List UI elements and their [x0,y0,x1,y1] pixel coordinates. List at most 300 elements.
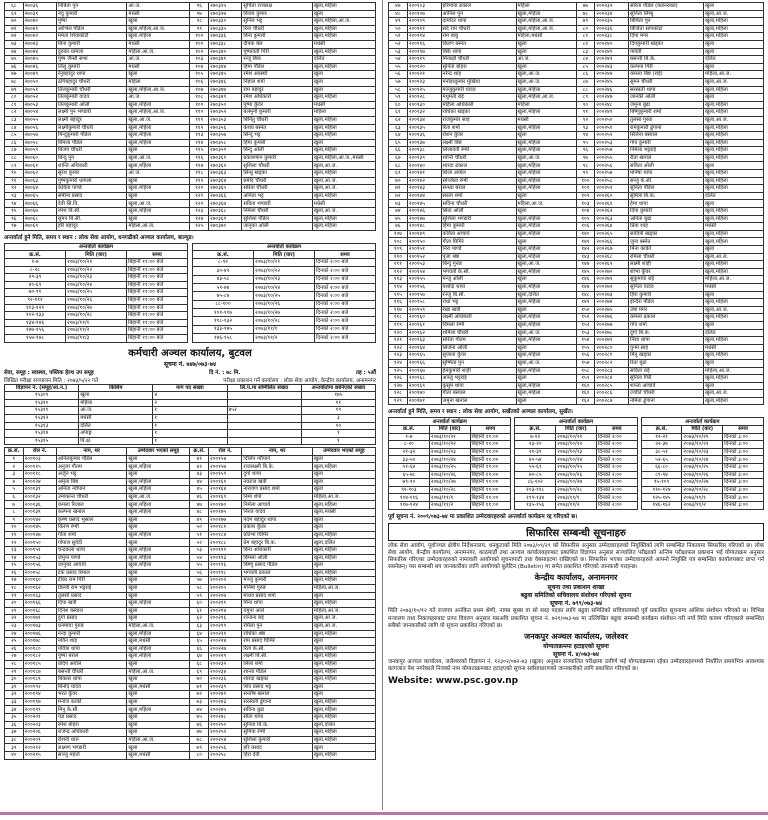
table-row [5,569,376,577]
table-cell: अनिता भट्ट [242,192,312,200]
table-cell: दामोदर थापा [441,18,516,26]
table-cell: २००२५६ [209,744,242,752]
table-cell: बिहानी ११:०० बजे [127,281,188,289]
table-cell: १२१ [190,192,209,200]
table-cell: ७१ [389,185,408,193]
table-cell: दिनको २:०० बजे [315,284,376,292]
table-cell: २००२३५ [595,18,629,26]
table-row [389,352,764,360]
table-cell: १०८ [389,238,408,246]
table-cell: मधेसी [127,40,190,48]
table-cell: बिष्णु प्रसाद पौडेल [242,562,312,570]
janakpur-office-subtitle: योग्यताक्रममा हटाइएको सूचना [543,643,609,651]
table-cell: १-७ [5,259,66,267]
table-cell: खुला [312,478,375,486]
table-cell: खुला,महिला [704,33,764,41]
table-cell: भरत कुँवर [56,691,126,699]
table-cell: १०६ [190,78,209,86]
table-cell: खुला,महिला [127,478,190,486]
table-cell: २००११४ [407,33,441,41]
table-cell: १ [301,430,375,438]
table-cell: बिन्दु गुरुङ [441,261,516,269]
table-row [5,729,376,737]
table-cell: राम बहादुर [242,86,312,94]
table-row [389,132,764,140]
table-cell: खुला,महिला [127,645,190,653]
table-cell: २००२६१ [595,200,629,208]
table-cell: खुला,आ.ज. [704,78,764,86]
table-cell: खुला [312,86,375,94]
janakpur-office-title: जनकपुर अञ्चल कार्यालय, जलेश्वर [524,632,628,642]
table-cell: खुला [704,359,764,367]
table-cell: १०० [576,177,595,185]
table-cell: ७४ [389,208,408,216]
table-cell: खुला,महिला [516,139,576,147]
table-cell: दिनेश बस्याल [56,607,126,615]
interview-row [389,433,511,441]
table-cell: २७०४४ [23,48,56,56]
table-cell: ६७ [190,653,209,661]
table-cell: २७०३९ [23,10,56,18]
table-cell: २००२७९ [595,337,629,345]
table-row [5,501,376,509]
table-cell: दिनको २:०० [596,464,637,472]
table-cell: खुला,महिला [127,185,190,193]
table-cell: २७०३५२ [209,109,242,117]
table-cell: २००१८२ [23,653,56,661]
column-header: क्र.सं. [641,426,682,434]
table-cell: २७०३६५ [209,185,242,193]
table-cell: २६ [5,645,24,653]
table-cell: सिर्जना ओली [441,344,516,352]
table-cell: राजकुमार साह [441,116,516,124]
table-cell: कविता पाण्डे [56,185,126,193]
table-cell: मधेसी [79,414,153,422]
table-row [389,306,764,314]
table-cell: खुला,महिला [516,390,576,398]
table-cell: ६३ [389,124,408,132]
column-header: उम्मेदवार भएको समूह [127,448,190,456]
table-cell: २००१८८ [209,539,242,547]
interview-table-r-a [388,417,511,509]
table-cell: ६१ [389,109,408,117]
table-cell: बिहानी ११:०० बजे [127,327,188,335]
table-cell: २०७३/१०/२२ [682,441,723,449]
table-cell: २०७३/१०/२२ [254,267,315,275]
table-cell: लिलावती रेग्मी [441,147,516,155]
table-cell: २७०६६ [23,200,56,208]
table-cell: खुला,आ.ज. [516,261,576,269]
table-cell: बिहानी ११:०० बजे [127,319,188,327]
table-cell: ८८ [576,86,595,94]
interview-row [515,486,637,494]
table-cell: कुसुम थापा [441,382,516,390]
table-cell: २०७३/१०/२२ [429,441,470,449]
table-cell: ४०-६९ [5,281,66,289]
table-cell: खुला [704,162,764,170]
column-header: मिति (वार) [556,426,597,434]
table-cell: २००१३९ [407,154,441,162]
table-cell: २०७३/१०/२३ [429,448,470,456]
table-cell: दलित [704,192,764,200]
interview-row [515,456,637,464]
table-row [5,48,376,56]
table-cell: २७०३७० [209,223,242,231]
table-cell: खुला,महिला [516,147,576,155]
table-cell: बिनितु चौधरी [242,116,312,124]
table-cell: ३०-४२ [193,267,254,275]
table-cell: १६२ [576,397,595,405]
table-cell: २००२८५ [595,382,629,390]
table-cell: दिनको ३:०० [723,433,764,441]
table-row [389,33,764,41]
table-cell: सुमित्रा बि.क. [629,192,704,200]
table-cell: १९ [5,592,24,600]
table-cell: रन्जू बिक [242,56,312,64]
table-cell: पुष्पा बराल [56,653,126,661]
table-cell: खुला,महिला [516,162,576,170]
table-cell: ८४ [5,124,24,132]
table-cell: दिनको २:०० बजे [315,292,376,300]
table-cell: १५४ [576,337,595,345]
table-cell: १५० [576,306,595,314]
table-cell: आ.ज. [127,94,190,102]
table-cell: १२० [389,329,408,337]
table-cell: १२५ [190,223,209,231]
table-cell: खुला,महिला,आ.ज. [127,25,190,33]
table-cell: खुला,महिला [516,246,576,254]
table-cell: यशोदा थापा [441,283,516,291]
table-cell: अनुजा गौतम [56,463,126,471]
table-cell: २७०६० [23,154,56,162]
table-cell: ११२ [389,268,408,276]
table-row [5,10,376,18]
table-cell: शान्ता आचार्य [629,382,704,390]
table-cell: २७०३५९ [209,147,242,155]
table-cell: नमिता ढुंगाना [629,397,704,405]
table-cell: ६४ [389,132,408,140]
table-cell: महिला,आ.ज. [312,584,375,592]
table-cell: गीता बस्याल [441,390,516,398]
table-cell: इन्दिरा पौडेल [629,299,704,307]
quota-row [5,430,376,438]
table-cell: २०७३/१०/२३ [556,448,597,456]
table-cell: ७८ [190,736,209,744]
table-cell: महिला,आ.ज. [127,223,190,231]
table-cell: २७०६३ [23,177,56,185]
table-cell: ११८ [389,314,408,322]
interview-table-a [4,243,188,343]
table-cell: खुला [79,392,153,400]
quota-row [5,437,376,445]
table-cell: निशा थापा [629,337,704,345]
table-cell: २००१५९ [209,471,242,479]
table-cell: २००१६२ [407,329,441,337]
table-cell: खुला [516,192,576,200]
table-cell: २००१२८ [407,94,441,102]
table-cell: २००११७ [407,48,441,56]
table-cell: २७०३४९ [209,94,242,102]
table-cell: उमाकान्त चौधरी [56,493,126,501]
table-cell: बिन्दु पुन [56,154,126,162]
table-cell: १५९ [576,375,595,383]
table-cell: २००१३७ [407,139,441,147]
table-cell: खुला,महिला [127,208,190,216]
table-cell: सिता ओली [441,208,516,216]
table-cell: १-७ [389,433,430,441]
table-cell: २००१४३ [407,185,441,193]
interview-row [193,275,376,283]
table-cell: खुला,महिला [704,18,764,26]
table-cell: दिनको २:०० बजे [315,267,376,275]
table-cell: आनिल पुन [441,10,516,18]
table-cell: २००१५८ [407,299,441,307]
table-cell: १५३०९ [5,392,79,400]
table-cell: ९२-११२ [5,296,66,304]
interview-row [641,479,763,487]
table-cell: रञ्जना राई [242,615,312,623]
table-cell: खुला [127,721,190,729]
table-cell: २००१९७ [23,698,56,706]
table-cell: सुरेश कुमार [56,170,126,178]
column-header: समय [127,251,188,259]
table-cell: २००१५६ [407,283,441,291]
table-cell: ७३ [190,698,209,706]
table-cell: दिनको २:०० बजे [315,334,376,342]
table-cell: १२३ [389,352,408,360]
interview-row [641,494,763,502]
table-cell: रमेश बि.सी. [56,208,126,216]
interview-row [641,464,763,472]
table-cell: २००२३४ [595,10,629,18]
table-cell: २००१५७ [209,463,242,471]
table-cell: खुला,महिला [704,230,764,238]
table-cell [227,437,301,445]
table-cell: २००२६८ [595,253,629,261]
table-cell: ६५ [389,139,408,147]
table-cell: सन्ध्या बराल [441,185,516,193]
table-cell: २०७३/१०/२५ [429,464,470,472]
table-row [389,390,764,398]
interview-header: अन्तर्वार्ता कार्यक्रम [515,418,637,426]
table-cell: खुला,दलित [516,291,576,299]
column-header: क्र.सं. [193,251,254,259]
table-row [389,276,764,284]
table-cell: मधेसी [312,101,375,109]
table-cell: खुला [516,208,576,216]
table-cell: खुला [127,676,190,684]
table-row [5,147,376,155]
table-cell: २७०३६२ [209,162,242,170]
table-cell: २००२०९ [23,736,56,744]
interview-row [193,309,376,317]
table-cell: १३४-१४६ [5,319,66,327]
table-cell: दिनको ३:०० [723,456,764,464]
table-row [389,109,764,117]
table-cell: २०७३/१०/२७ [429,479,470,487]
table-cell: राम बाबु [441,33,516,41]
table-cell: १०२ [190,48,209,56]
table-cell: ७०-९१ [5,289,66,297]
table-cell: ७० [389,177,408,185]
table-cell: ८१ [5,101,24,109]
table-cell: १२३ [190,208,209,216]
table-cell: मधेसी [704,283,764,291]
table-cell: खुला,महिला [516,10,576,18]
table-cell: ८० [190,752,209,760]
table-cell: ११ [5,531,24,539]
table-cell: ५९ [190,592,209,600]
interview-row [515,464,637,472]
central-office-section: सूचना तथा प्रकाशन शाखा [547,584,605,592]
table-cell: खुला [127,615,190,623]
roll-table-right [388,2,764,405]
table-cell: खुला,महिला [312,752,375,760]
table-cell: सरला शर्मा [441,192,516,200]
table-cell: आ.ज. [79,407,153,415]
interview-table-r-c [641,417,764,509]
table-cell: १०८ [190,94,209,102]
table-cell: सुमन बि.सी. [56,215,126,223]
table-cell: खुला,महिला,आ.ज. [516,25,576,33]
interview-row [515,471,637,479]
table-cell: २००२३६ [595,25,629,33]
table-row [389,238,764,246]
table-cell: खुला,महिला [704,101,764,109]
table-cell: ८२ [576,40,595,48]
table-cell: महिला [127,78,190,86]
table-cell: २००२४८ [209,714,242,722]
table-cell: ८१ [576,33,595,41]
table-cell: खुला [127,177,190,185]
table-cell: २००१५६ [23,562,56,570]
table-cell: २००२६३ [595,215,629,223]
table-cell: खुला,मधेसी [127,752,190,760]
table-cell: २७०४६ [23,63,56,71]
table-cell: खुला,महिला [516,124,576,132]
table-cell: २७०३४४ [209,63,242,71]
table-cell: १ [301,437,375,445]
table-cell: प्रकाश कुँवर [242,524,312,532]
table-cell: ८२ [5,109,24,117]
table-cell: दिलिप न्यौपाने [242,455,312,463]
website-link[interactable]: Website: www.psc.gov.np [388,676,519,687]
table-row [5,622,376,630]
table-cell: १६ [5,569,24,577]
table-row [5,600,376,608]
table-cell: २००२०७ [209,592,242,600]
table-cell: १०४ [576,208,595,216]
table-cell: अनिता न्यौपाने [56,486,126,494]
table-cell: २७०५८ [23,139,56,147]
table-cell: खुला [127,569,190,577]
table-cell: दिनको २:०० बजे [315,317,376,325]
table-row [5,539,376,547]
table-cell: बिजिता सापकोटा [629,25,704,33]
column-header: नाम, थर [242,448,312,456]
column-header: मिति (वार) [682,426,723,434]
table-cell: ७० [5,18,24,26]
table-cell: नरेन्द्र शाह [441,71,516,79]
janakpur-paragraph: जनकपुर अञ्चल कार्यालय, जलेश्वरको विज्ञापन नं. १२३०२/०७२-७३ (खुला) अनुसार सञ्चालित परीक्षामा उत्तीर्ण भई योग्यताक्रममा रहेका उम्मेदवारहरुमध्ये निर्धारित समयभित्र आवश्यक कागजात पेश नगरेकाले निजको नाम योग्यताक्रमबाट हटाइएको सूचना सर्वसाधारणको जानकारीको लागि प्रकाशित गरिएको छ। [388,659,764,673]
table-row [389,246,764,254]
table-cell: खुला,महिला [312,714,375,722]
table-cell: ५ [5,486,24,494]
table-row [5,516,376,524]
table-cell: प्रतिभा घिमिरे [242,531,312,539]
table-cell: २००१२४ [23,478,56,486]
table-cell: ४४ [190,478,209,486]
table-cell: २००१८९ [23,676,56,684]
table-cell: निमा शेर्पा [242,493,312,501]
table-cell: २००१४८ [407,223,441,231]
table-cell: अनिलकुमार पौडेल [56,455,126,463]
table-cell: ११७-१२४ [389,502,430,510]
table-cell: २७०३२७ [209,10,242,18]
table-cell: २७०३६४ [209,177,242,185]
table-cell: अञ्जु भट्टराई [441,375,516,383]
table-cell: आ.ज. [127,170,190,178]
table-cell: दिनको ३:०० [723,464,764,472]
table-cell: सुष्मिता पुन [441,359,516,367]
table-cell: १ [153,430,227,438]
table-cell: २७०६१ [23,162,56,170]
table-cell: सुनिल भट्ट [242,18,312,26]
table-cell: २०७३/१०/२७ [682,479,723,487]
table-cell: सुनिता यादव [629,283,704,291]
table-cell: ६६ [190,645,209,653]
table-cell: २००१७० [407,390,441,398]
table-cell: पूजा श्रेष्ठ [441,253,516,261]
interview-row [193,284,376,292]
table-cell: मधेसी [312,40,375,48]
table-cell: ८९ [5,162,24,170]
table-row [5,683,376,691]
table-cell: ठगिबहादुर चौधरी [56,78,126,86]
table-cell: खुला,आ.ज. [516,78,576,86]
table-cell: २००११८ [23,471,56,479]
table-cell: २००१६५ [407,352,441,360]
table-cell: १५७ [576,359,595,367]
table-cell: खुला,महिला [312,653,375,661]
table-cell: बिमला पौडेल [56,139,126,147]
table-cell: ६६ [389,147,408,155]
table-cell: बिहानी ११:०० [470,433,511,441]
table-cell: चन्द्रकला थापा [56,547,126,555]
table-cell: महिला,आ.ज. [312,607,375,615]
table-cell: खुला [312,683,375,691]
table-cell: खुला [127,192,190,200]
table-cell: २००१३५ [407,124,441,132]
table-cell: खुला [127,698,190,706]
table-cell: २०७३/१०/२१ [682,433,723,441]
table-cell: दीपक बेल [242,40,312,48]
table-cell: २००१४० [407,162,441,170]
table-row [389,177,764,185]
table-cell: ८-९२ [193,259,254,267]
table-cell: २००२७० [595,268,629,276]
table-row [5,493,376,501]
table-cell: २००२४४ [595,71,629,79]
table-cell: २००१६६ [407,359,441,367]
table-cell: ८१-९४ [641,471,682,479]
table-cell: बिहानी ११:०० [470,464,511,472]
table-cell: खुला,महिला [312,33,375,41]
table-cell: निहाल शर्मा [242,78,312,86]
table-cell: २७०६९ [23,223,56,231]
table-cell: गंगा कुमारी [629,139,704,147]
table-cell: १ [153,407,227,415]
